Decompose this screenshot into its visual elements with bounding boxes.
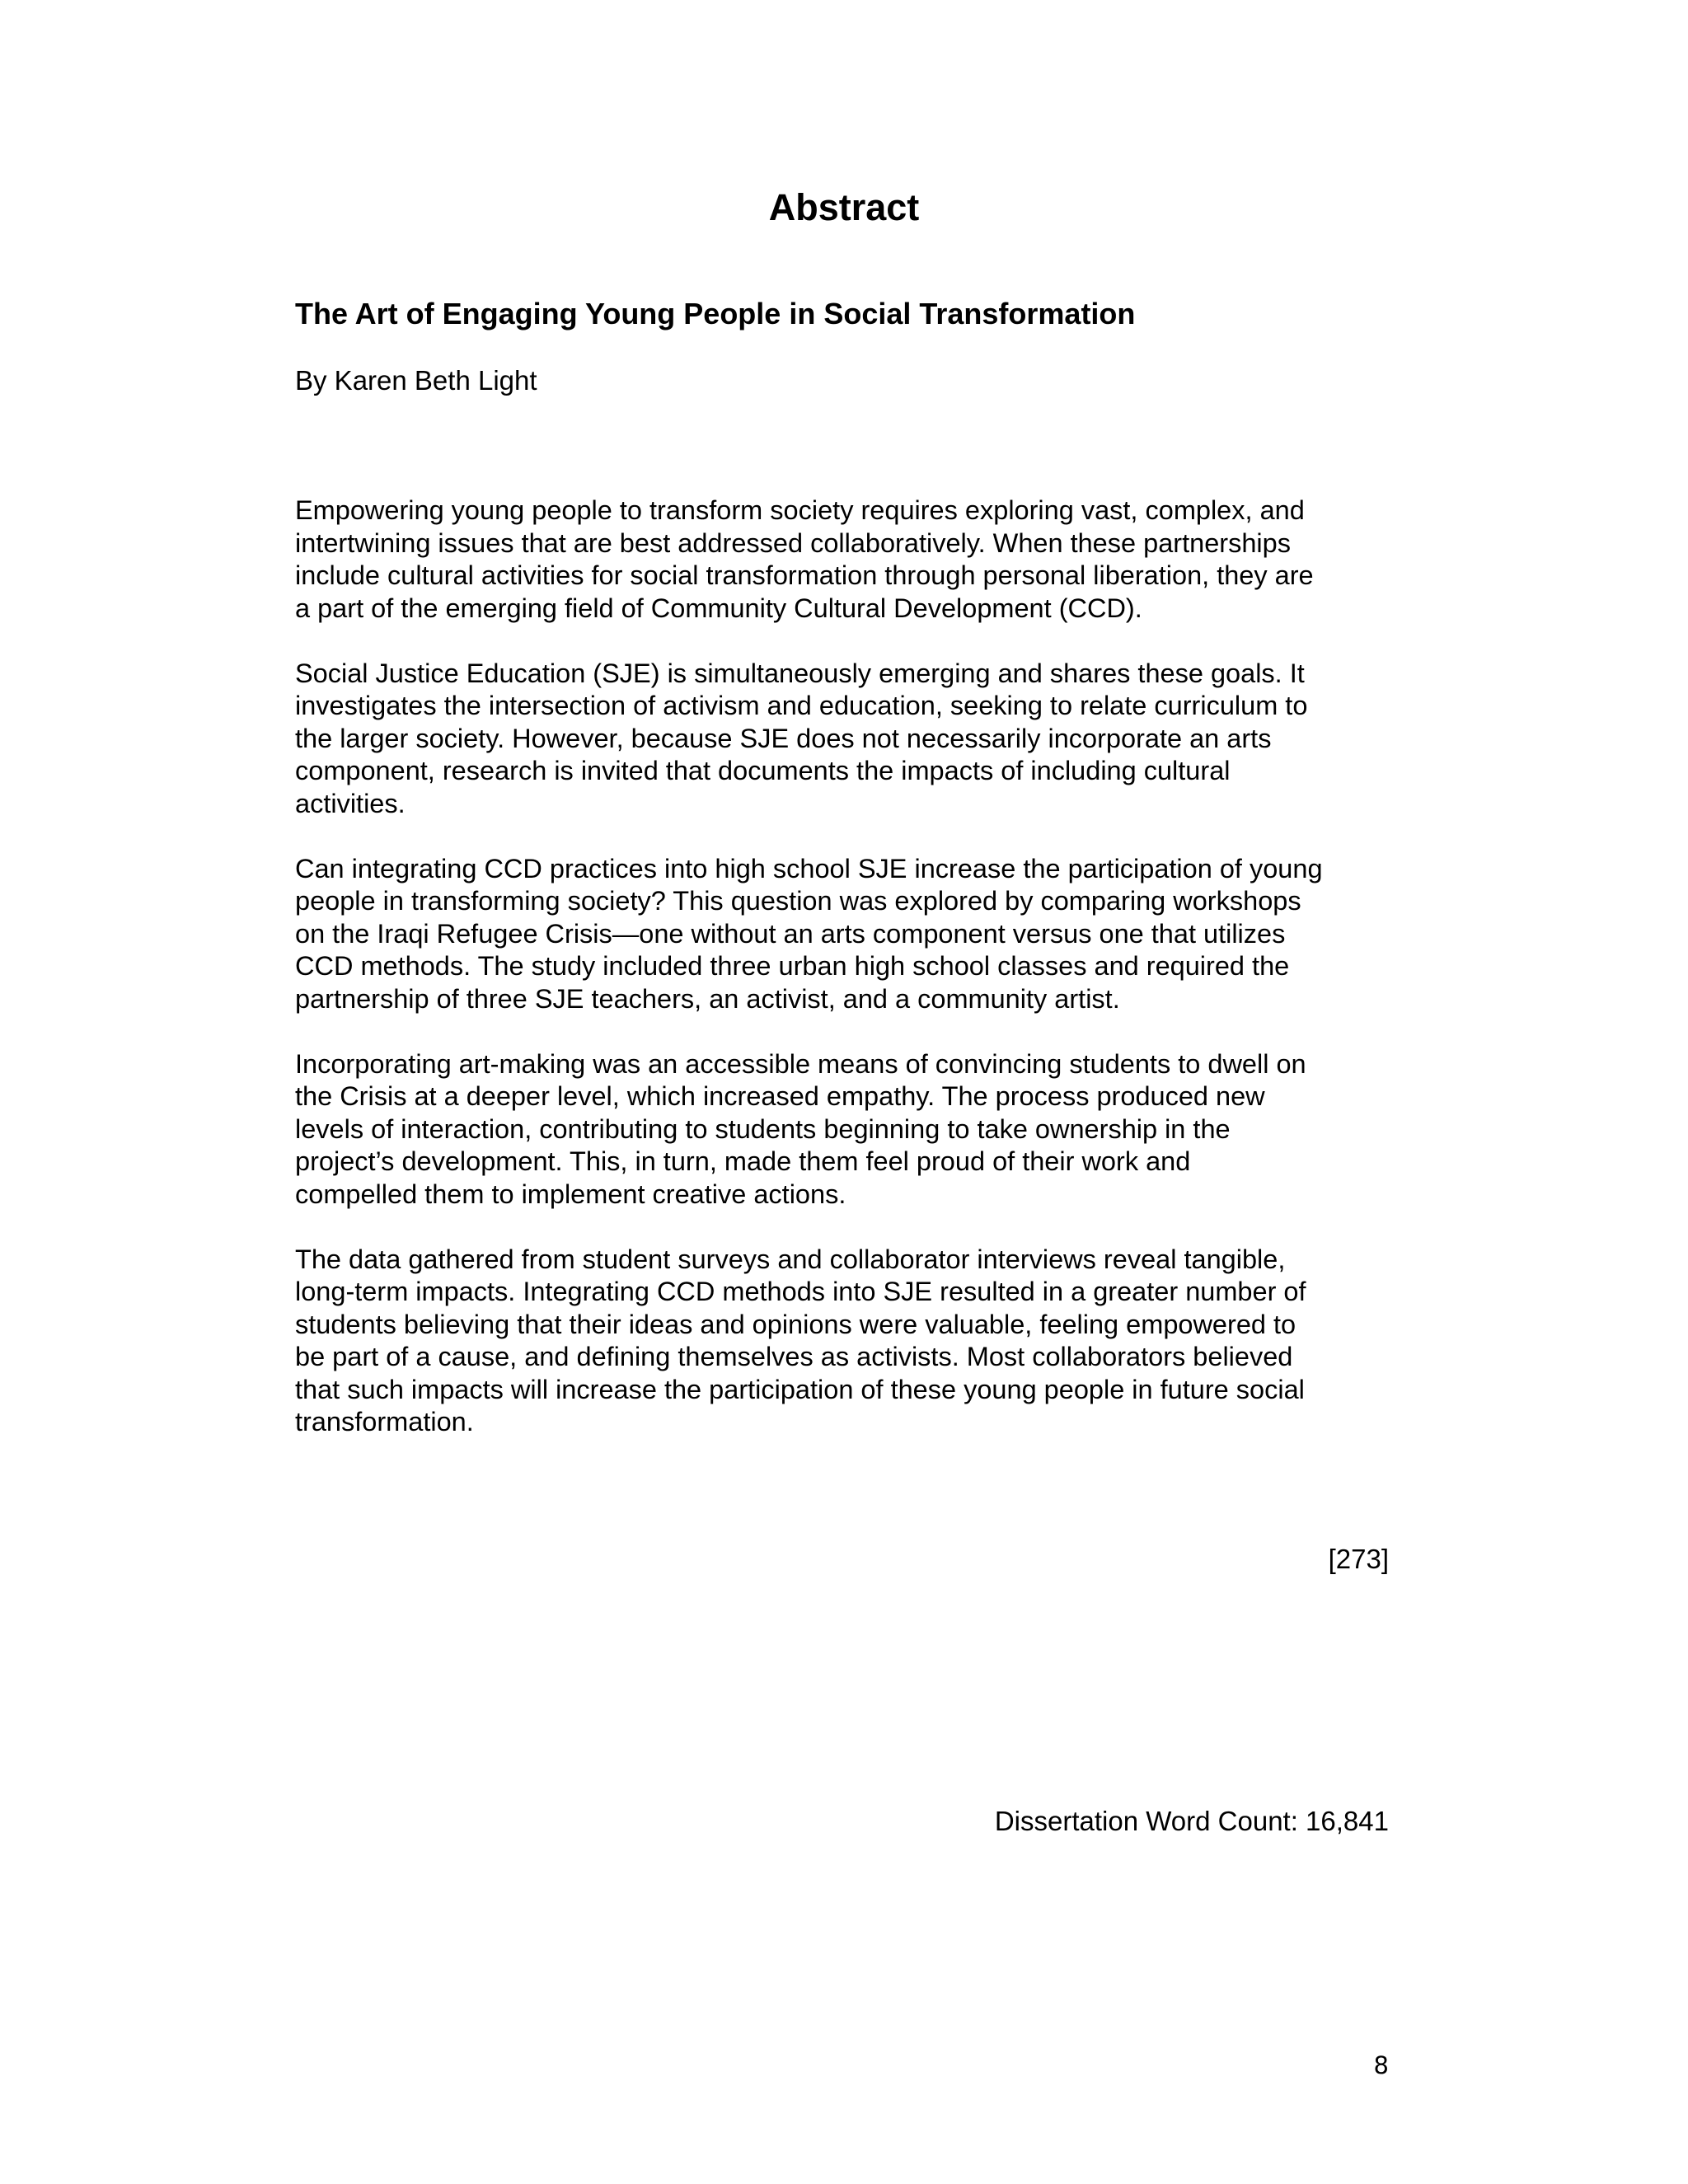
paragraph-line: investigates the intersection of activism and education, seeking to relate curriculum to	[295, 691, 1308, 720]
abstract-word-count: [273]	[1328, 1544, 1389, 1574]
paragraph-line: include cultural activities for social transformation through personal liberation, they are	[295, 560, 1314, 590]
dissertation-word-count: Dissertation Word Count: 16,841	[994, 1806, 1389, 1836]
paragraph-line: long-term impacts. Integrating CCD methods into SJE resulted in a greater number of	[295, 1277, 1306, 1306]
paragraph-line: the larger society. However, because SJE does not necessarily incorporate an arts	[295, 723, 1272, 753]
abstract-paragraph	[295, 1048, 1391, 1212]
paragraph-line: on the Iraqi Refugee Crisis—one without an arts component versus one that utilizes	[295, 918, 1286, 949]
paragraph-line: levels of interaction, contributing to students beginning to take ownership in the	[295, 1113, 1231, 1144]
paragraph-line: project’s development. This, in turn, made them feel proud of their work and	[295, 1146, 1191, 1176]
paragraph-line: CCD methods. The study included three urban high school classes and required the	[295, 951, 1290, 981]
author-line: By Karen Beth Light	[295, 365, 537, 396]
abstract-paragraph	[295, 494, 1391, 625]
page-number: 8	[1373, 2051, 1389, 2079]
paragraph-line: a part of the emerging field of Community Cultural Development (CCD).	[295, 593, 1142, 623]
paragraph-line: that such impacts will increase the participation of these young people in future social	[295, 1374, 1305, 1404]
paragraph-line: be part of a cause, and defining themselves as activists. Most collaborators believed	[295, 1342, 1293, 1371]
paragraph-line: people in transforming society? This question was explored by comparing workshops	[295, 886, 1301, 916]
paragraph-line: activities.	[295, 788, 406, 818]
abstract-paragraph	[295, 658, 1391, 821]
paragraph-line: Social Justice Education (SJE) is simultaneously emerging and shares these goals. It	[295, 658, 1305, 688]
dissertation-title: The Art of Engaging Young People in Social Transformation	[295, 297, 1136, 330]
paragraph-line: compelled them to implement creative actions.	[295, 1179, 846, 1209]
paragraph-line: The data gathered from student surveys and collaborator interviews reveal tangible,	[295, 1244, 1286, 1274]
paragraph-line: component, research is invited that documents the impacts of including cultural	[295, 756, 1231, 785]
page-heading: Abstract	[768, 186, 920, 228]
paragraph-line: intertwining issues that are best addressed collaboratively. When these partnerships	[295, 527, 1291, 558]
abstract-body	[295, 494, 1391, 1471]
paragraph-line: Empowering young people to transform society requires exploring vast, complex, and	[295, 495, 1305, 525]
abstract-paragraph	[295, 1244, 1391, 1439]
paragraph-line: partnership of three SJE teachers, an activist, and a community artist.	[295, 983, 1120, 1014]
abstract-paragraph	[295, 853, 1391, 1016]
paragraph-line: Can integrating CCD practices into high school SJE increase the participation of young	[295, 853, 1323, 883]
paragraph-line: Incorporating art-making was an accessible means of convincing students to dwell on	[295, 1048, 1306, 1079]
paragraph-line: students believing that their ideas and opinions were valuable, feeling empowered to	[295, 1309, 1296, 1339]
paragraph-line: transformation.	[295, 1407, 474, 1436]
paragraph-line: the Crisis at a deeper level, which increased empathy. The process produced new	[295, 1081, 1265, 1111]
